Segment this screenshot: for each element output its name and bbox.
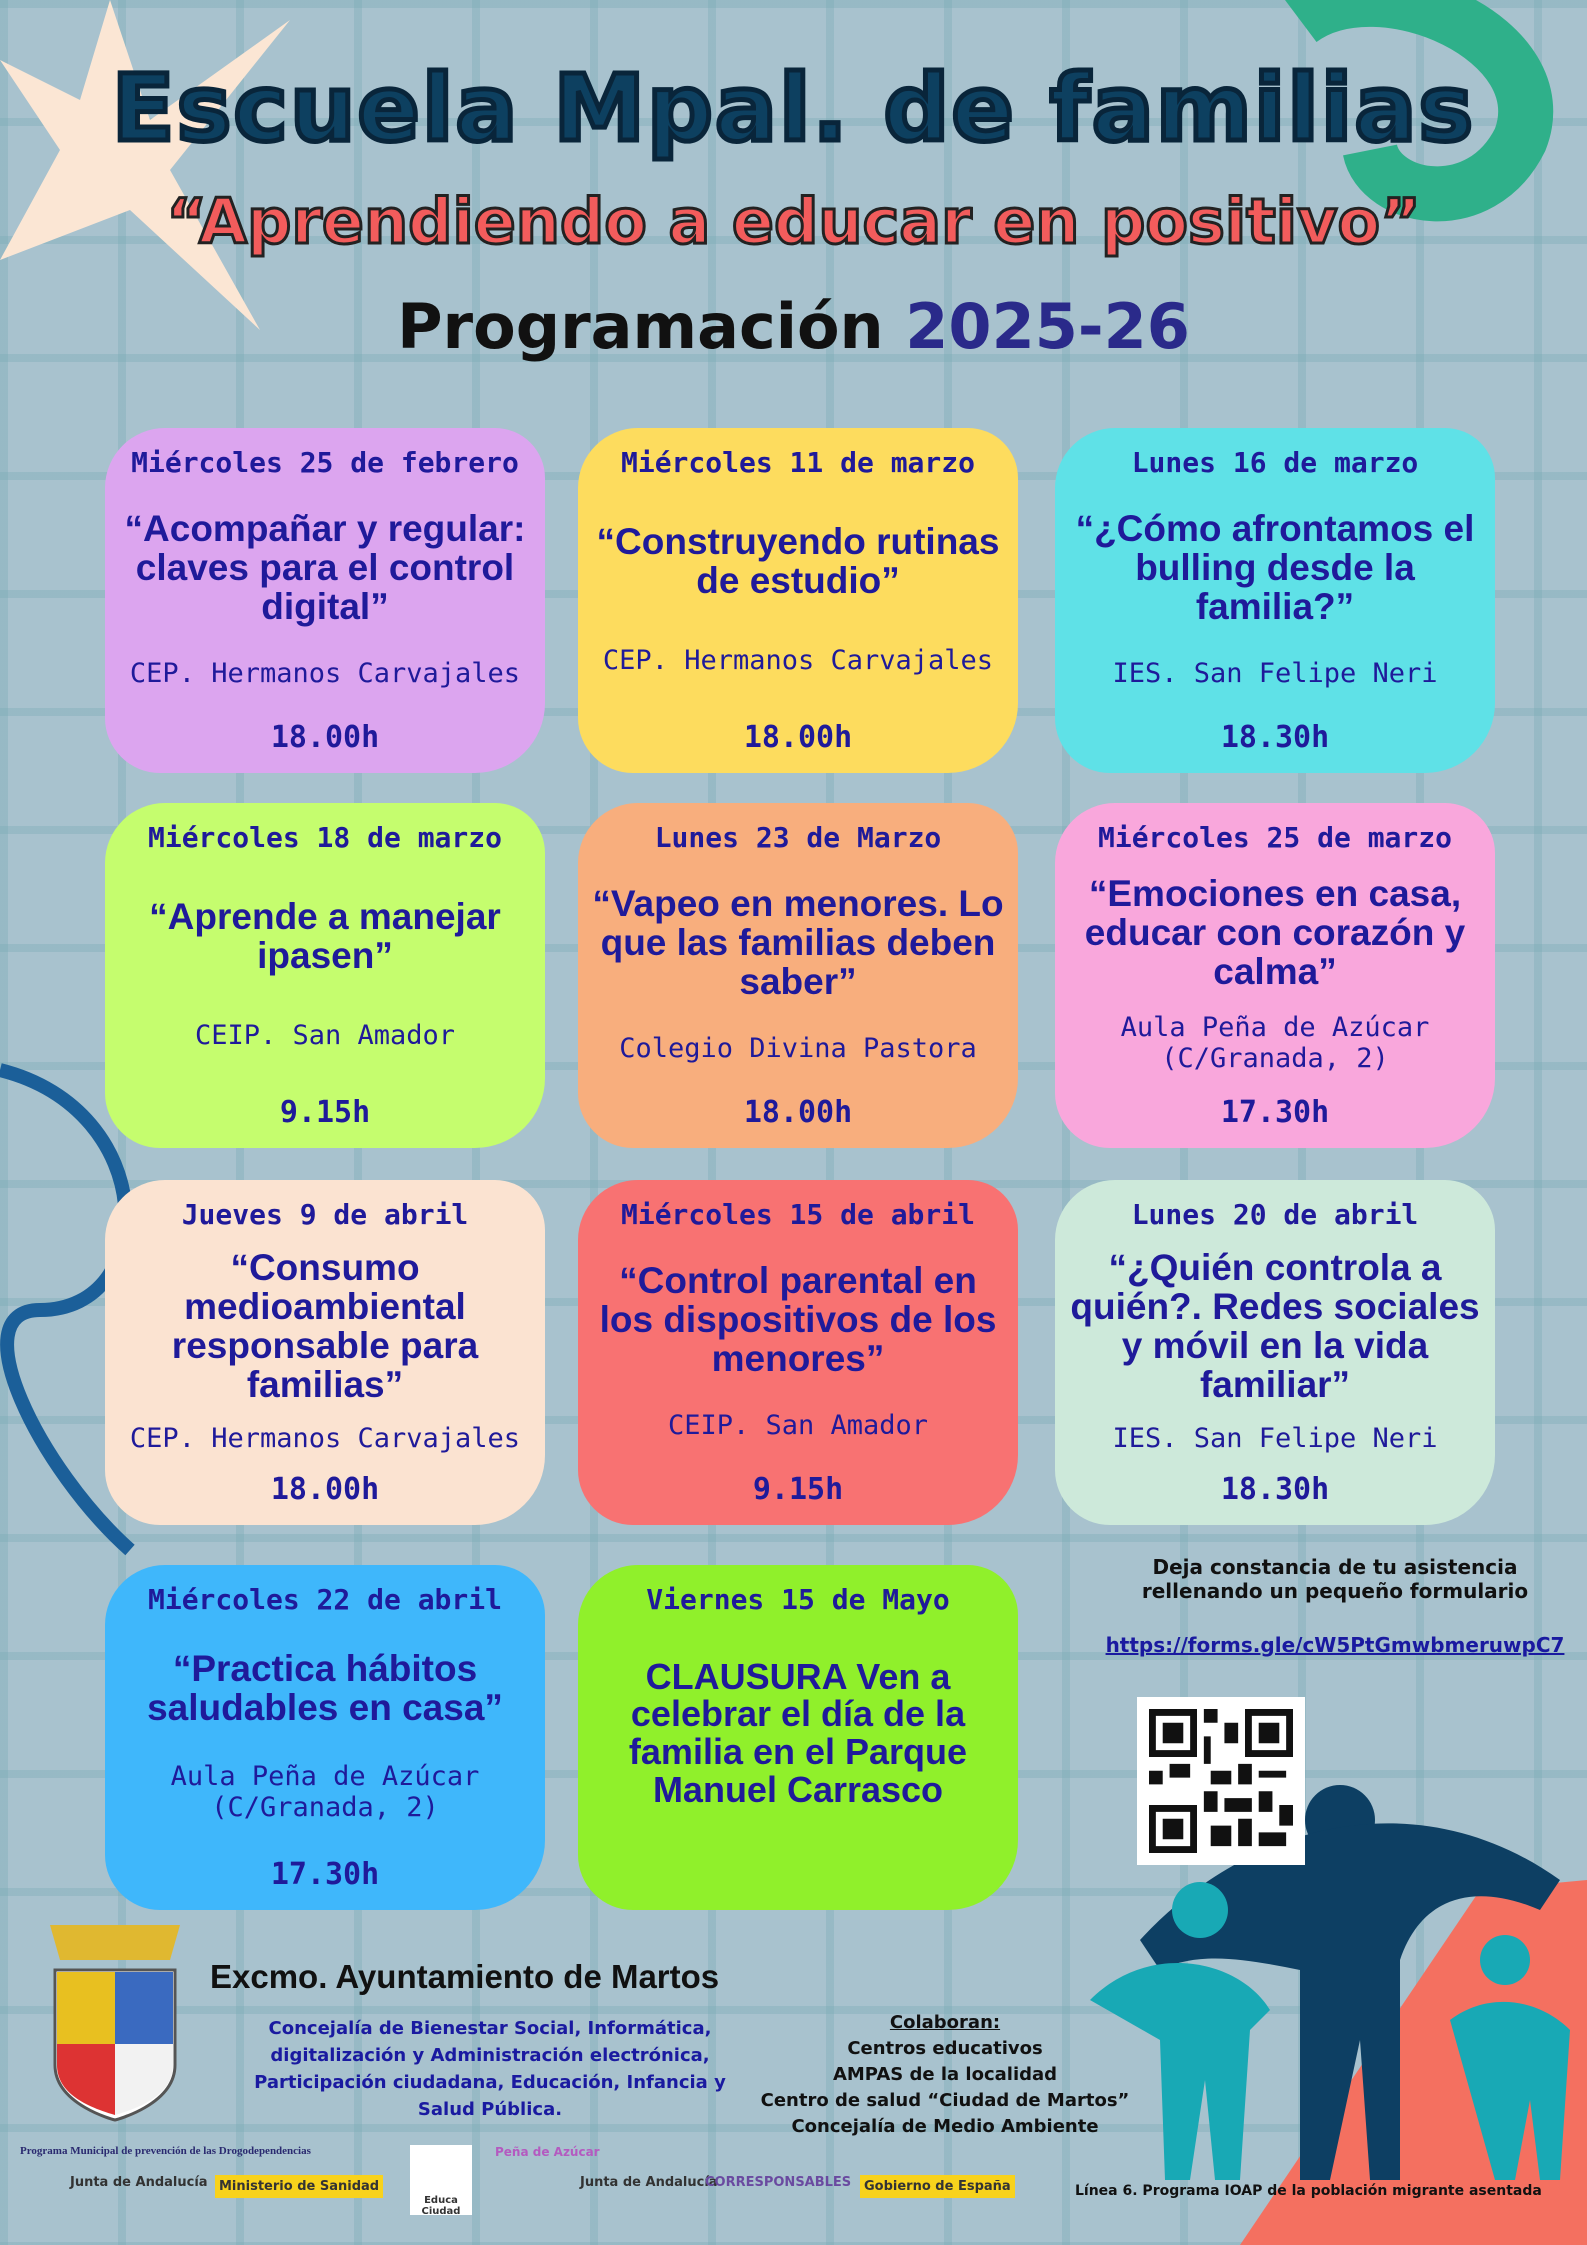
session-date: Miércoles 11 de marzo	[620, 446, 975, 479]
session-card	[105, 803, 545, 1148]
session-place: CEP. Hermanos Carvajales	[602, 644, 994, 676]
session-title: “Consumo medioambiental responsable para familias”	[171, 1247, 479, 1405]
qr-code	[1137, 1697, 1305, 1865]
attendance-form	[1090, 1555, 1580, 1657]
session-time: 18.30h	[1220, 1471, 1330, 1507]
session-title: “Aprende a manejar ipasen”	[149, 896, 501, 976]
session-time: 18.00h	[743, 719, 853, 755]
linea-program: Línea 6. Programa IOAP de la población migrante asentada	[1075, 2183, 1542, 2199]
session-date: Lunes 16 de marzo	[1131, 446, 1419, 479]
session-place: CEIP. San Amador	[667, 1409, 929, 1441]
logo-pena-azucar: Peña de Azúcar	[495, 2145, 600, 2159]
poster-title: Escuela Mpal. de familias	[111, 55, 1476, 162]
session-time: 18.00h	[270, 1471, 380, 1507]
program-heading	[0, 290, 1587, 363]
collab-title: Colaboran:	[889, 2012, 1001, 2033]
session-date: Miércoles 15 de abril	[620, 1198, 975, 1231]
session-card	[578, 1565, 1018, 1910]
collaborator: Centro de salud “Ciudad de Martos”	[760, 2090, 1130, 2112]
program-label: Programación	[397, 290, 884, 363]
session-place: IES. San Felipe Neri	[1112, 1422, 1438, 1454]
form-link[interactable]: https://forms.gle/cW5PtGmwbmeruwpC7	[1105, 1633, 1565, 1657]
session-title: “Emociones en casa, educar con corazón y calma”	[1084, 872, 1466, 992]
session-date: Miércoles 18 de marzo	[147, 821, 502, 854]
departments: Concejalía de Bienestar Social, Informática, digitalización y Administración electrónica, Participación ciudadana, Educación, Infancia y Salud Pública.	[254, 2018, 726, 2120]
session-title: “Acompañar y regular: claves para el control digital”	[124, 508, 526, 627]
session-date: Jueves 9 de abril	[181, 1198, 469, 1231]
session-date: Miércoles 22 de abril	[147, 1583, 502, 1616]
session-card	[578, 803, 1018, 1148]
session-time: 9.15h	[752, 1472, 844, 1507]
session-title: “Vapeo en menores. Lo que las familias deben saber”	[592, 883, 1004, 1002]
session-time: 17.30h	[1220, 1094, 1330, 1130]
session-card	[1055, 1180, 1495, 1525]
program-year: 2025-26	[905, 290, 1190, 363]
session-place: Aula Peña de Azúcar (C/Granada, 2)	[170, 1761, 480, 1824]
session-place: CEIP. San Amador	[194, 1019, 456, 1051]
session-title: “Control parental en los dispositivos de los menores”	[599, 1260, 997, 1379]
coat-of-arms	[30, 1915, 200, 2125]
session-time: 9.15h	[279, 1094, 371, 1130]
session-title: “¿Quién controla a quién?. Redes sociales y móvil en la vida familiar”	[1070, 1247, 1480, 1405]
collaborators	[760, 2010, 1130, 2140]
logo-educa-ciudad: Educa Ciudad	[410, 2145, 472, 2215]
session-time: 18.00h	[270, 720, 380, 755]
session-date: Viernes 15 de Mayo	[646, 1583, 950, 1616]
logo-junta: Junta de Andalucía	[70, 2175, 208, 2190]
session-place: CEP. Hermanos Carvajales	[129, 1422, 521, 1454]
session-card	[1055, 428, 1495, 773]
session-title: CLAUSURA Ven a celebrar el día de la familia en el Parque Manuel Carrasco	[628, 1655, 968, 1810]
collaborator: Concejalía de Medio Ambiente	[791, 2116, 1099, 2138]
session-date: Lunes 20 de abril	[1131, 1198, 1419, 1231]
session-title: “Practica hábitos saludables en casa”	[147, 1647, 503, 1728]
logo-junta-2: Junta de Andalucía	[580, 2175, 718, 2190]
session-card	[578, 1180, 1018, 1525]
session-time: 18.30h	[1220, 720, 1330, 755]
session-place: Colegio Divina Pastora	[619, 1032, 977, 1064]
form-text: Deja constancia de tu asistencia rellenando un pequeño formulario	[1141, 1555, 1529, 1603]
logo-corresponsables: CORRESPONSABLES	[705, 2175, 852, 2190]
logo-gobierno: Gobierno de España	[860, 2175, 1015, 2198]
session-card	[105, 1180, 545, 1525]
session-title: “¿Cómo afrontamos el bulling desde la familia?”	[1075, 508, 1475, 627]
collaborator: AMPAS de la localidad	[832, 2064, 1058, 2086]
session-time: 17.30h	[270, 1856, 380, 1892]
municipality-name: Excmo. Ayuntamiento de Martos	[210, 1958, 720, 1995]
session-place: CEP. Hermanos Carvajales	[129, 657, 521, 689]
poster-subtitle: “Aprendiendo a educar en positivo”	[166, 185, 1421, 258]
session-place: IES. San Felipe Neri	[1112, 657, 1438, 689]
session-date: Miércoles 25 de marzo	[1097, 821, 1452, 854]
session-card	[578, 428, 1018, 773]
session-place: Aula Peña de Azúcar (C/Granada, 2)	[1120, 1012, 1430, 1075]
collaborator: Centros educativos	[847, 2038, 1043, 2060]
logo-ministerio: Ministerio de Sanidad	[215, 2175, 383, 2198]
session-card	[1055, 803, 1495, 1148]
program-line: Programa Municipal de prevención de las Drogodependencias	[20, 2145, 311, 2157]
session-card	[105, 428, 545, 773]
session-title: “Construyendo rutinas de estudio”	[596, 521, 1000, 601]
session-date: Miércoles 25 de febrero	[131, 446, 519, 479]
session-card	[105, 1565, 545, 1910]
session-time: 18.00h	[743, 1095, 853, 1130]
star-decoration	[0, 0, 300, 340]
session-date: Lunes 23 de Marzo	[654, 821, 942, 854]
